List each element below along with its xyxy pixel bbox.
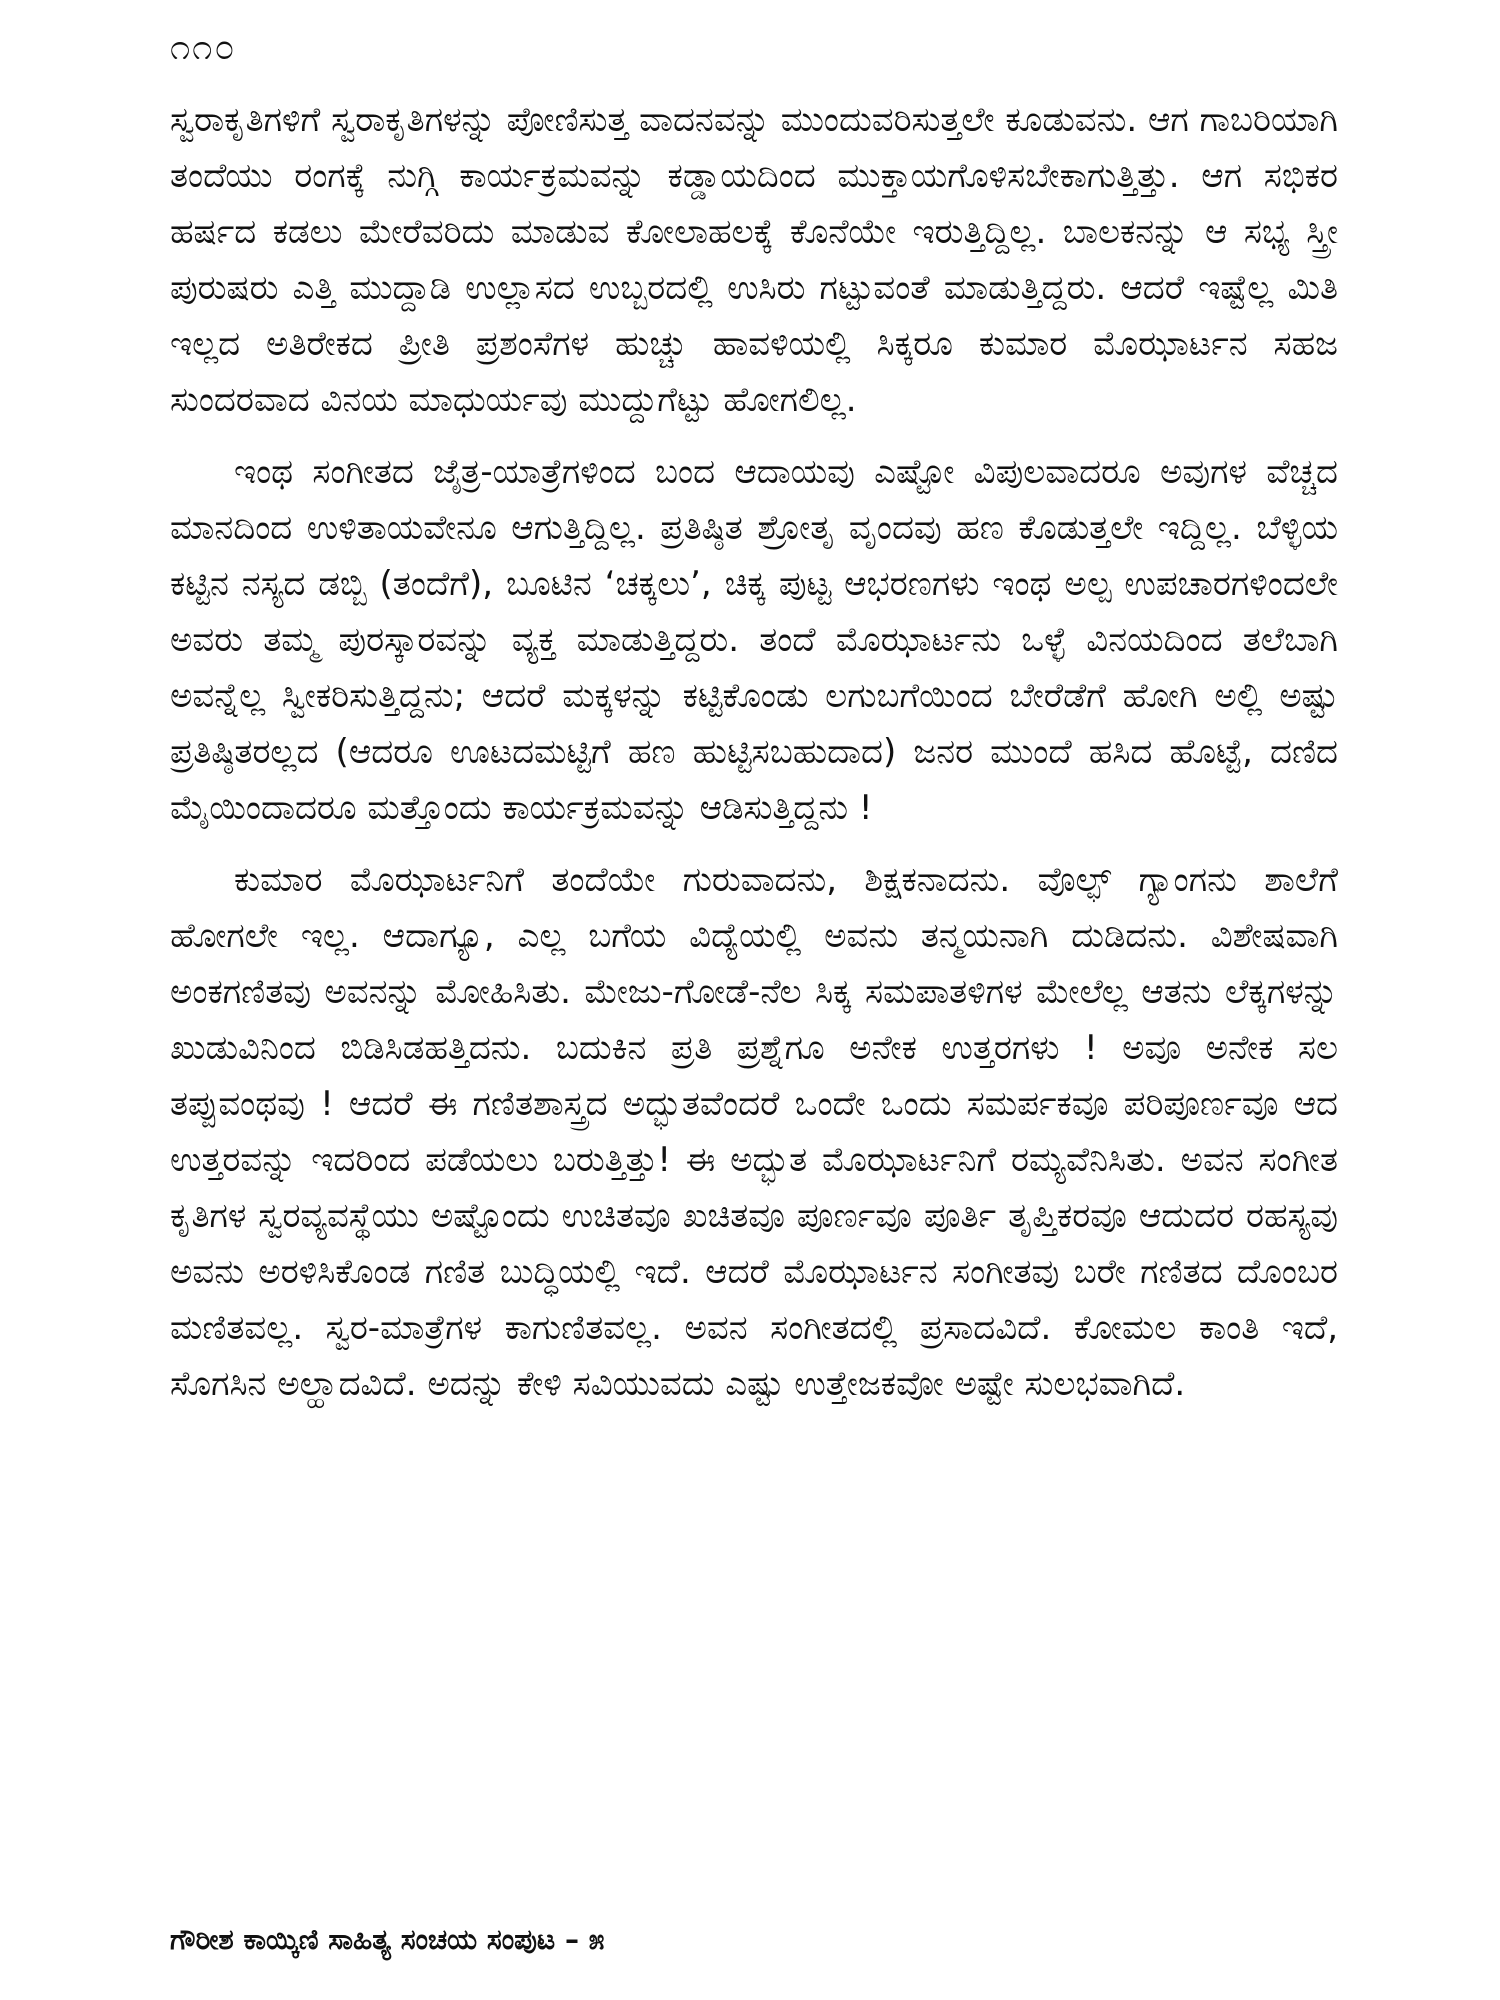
paragraph-2: ಇಂಥ ಸಂಗೀತದ ಜೈತ್ರ-ಯಾತ್ರೆಗಳಿಂದ ಬಂದ ಆದಾಯವು ಎಷ್ಟೋ ವಿಪುಲವಾದರೂ ಅವುಗಳ ವೆಚ್ಚದ ಮಾನದಿಂದ ಉಳಿತಾಯವೇನೂ ಆಗುತ್ತಿದ್ದಿಲ್ಲ. ಪ್ರತಿಷ್ಠಿತ ಶ್ರೋತೃ ವೃಂದವು ಹಣ ಕೊಡುತ್ತಲೇ ಇದ್ದಿಲ್ಲ. ಬೆಳ್ಳಿಯ ಕಟ್ಟಿನ ನಸ್ಯದ ಡಬ್ಬಿ (ತಂದೆಗೆ), ಬೂಟಿನ ‘ಚಕ್ಕಲು’, ಚಿಕ್ಕ ಪುಟ್ಟ ಆಭರಣಗಳು ಇಂಥ ಅಲ್ಪ ಉಪಚಾರಗಳಿಂದಲೇ ಅವರು ತಮ್ಮ ಪುರಸ್ಕಾರವನ್ನು ವ್ಯಕ್ತ ಮಾಡುತ್ತಿದ್ದರು. ತಂದೆ ಮೊಝಾರ್ಟನು ಒಳ್ಳೆ ವಿನಯದಿಂದ ತಲೆಬಾಗಿ ಅವನ್ನೆಲ್ಲ ಸ್ವೀಕರಿಸುತ್ತಿದ್ದನು; ಆದರೆ ಮಕ್ಕಳನ್ನು ಕಟ್ಟಿಕೊಂಡು ಲಗುಬಗೆಯಿಂದ ಬೇರೆಡೆಗೆ ಹೋಗಿ ಅಲ್ಲಿ ಅಷ್ಟು ಪ್ರತಿಷ್ಠಿತರಲ್ಲದ (ಆದರೂ ಊಟದಮಟ್ಟಿಗೆ ಹಣ ಹುಟ್ಟಿಸಬಹುದಾದ) ಜನರ ಮುಂದೆ ಹಸಿದ ಹೊಟ್ಟೆ, ದಣಿದ ಮೈಯಿಂದಾದರೂ ಮತ್ತೊಂದು ಕಾರ್ಯಕ್ರಮವನ್ನು ಆಡಿಸುತ್ತಿದ್ದನು ! [170, 452, 1338, 828]
page-number: ೧೧೦ [170, 27, 237, 68]
body-text [170, 92, 1338, 1412]
page-footer: ಗೌರೀಶ ಕಾಯ್ಕಿಣಿ ಸಾಹಿತ್ಯ ಸಂಚಯ ಸಂಪುಟ – ೫ [170, 1923, 605, 1956]
paragraph-3: ಕುಮಾರ ಮೊಝಾರ್ಟನಿಗೆ ತಂದೆಯೇ ಗುರುವಾದನು, ಶಿಕ್ಷಕನಾದನು. ವೊಲ್ಫ್ ಗ್ಯಾಂಗನು ಶಾಲೆಗೆ ಹೋಗಲೇ ಇಲ್ಲ. ಆದಾಗ್ಯೂ, ಎಲ್ಲ ಬಗೆಯ ವಿದ್ಯೆಯಲ್ಲಿ ಅವನು ತನ್ಮಯನಾಗಿ ದುಡಿದನು. ವಿಶೇಷವಾಗಿ ಅಂಕಗಣಿತವು ಅವನನ್ನು ಮೋಹಿಸಿತು. ಮೇಜು-ಗೋಡೆ-ನೆಲ ಸಿಕ್ಕ ಸಮಪಾತಳಿಗಳ ಮೇಲೆಲ್ಲ ಆತನು ಲೆಕ್ಕಗಳನ್ನು ಖುಡುವಿನಿಂದ ಬಿಡಿಸಿಡಹತ್ತಿದನು. ಬದುಕಿನ ಪ್ರತಿ ಪ್ರಶ್ನೆಗೂ ಅನೇಕ ಉತ್ತರಗಳು ! ಅವೂ ಅನೇಕ ಸಲ ತಪ್ಪುವಂಥವು ! ಆದರೆ ಈ ಗಣಿತಶಾಸ್ತ್ರದ ಅದ್ಭುತವೆಂದರೆ ಒಂದೇ ಒಂದು ಸಮರ್ಪಕವೂ ಪರಿಪೂರ್ಣವೂ ಆದ ಉತ್ತರವನ್ನು ಇದರಿಂದ ಪಡೆಯಲು ಬರುತ್ತಿತ್ತು! ಈ ಅದ್ಭುತ ಮೊಝಾರ್ಟನಿಗೆ ರಮ್ಯವೆನಿಸಿತು. ಅವನ ಸಂಗೀತ ಕೃತಿಗಳ ಸ್ವರವ್ಯವಸ್ಥೆಯು ಅಷ್ಟೊಂದು ಉಚಿತವೂ ಖಚಿತವೂ ಪೂರ್ಣವೂ ಪೂರ್ತಿ ತೃಪ್ತಿಕರವೂ ಆದುದರ ರಹಸ್ಯವು ಅವನು ಅರಳಿಸಿಕೊಂಡ ಗಣಿತ ಬುದ್ಧಿಯಲ್ಲಿ ಇದೆ. ಆದರೆ ಮೊಝಾರ್ಟನ ಸಂಗೀತವು ಬರೇ ಗಣಿತದ ದೊಂಬರ ಮಣಿತವಲ್ಲ. ಸ್ವರ-ಮಾತ್ರೆಗಳ ಕಾಗುಣಿತವಲ್ಲ. ಅವನ ಸಂಗೀತದಲ್ಲಿ ಪ್ರಸಾದವಿದೆ. ಕೋಮಲ ಕಾಂತಿ ಇದೆ, ಸೊಗಸಿನ ಅಲ್ಹಾದವಿದೆ. ಅದನ್ನು ಕೇಳಿ ಸವಿಯುವದು ಎಷ್ಟು ಉತ್ತೇಜಕವೋ ಅಷ್ಟೇ ಸುಲಭವಾಗಿದೆ. [170, 860, 1338, 1404]
paragraph-1: ಸ್ವರಾಕೃತಿಗಳಿಗೆ ಸ್ವರಾಕೃತಿಗಳನ್ನು ಪೋಣಿಸುತ್ತ ವಾದನವನ್ನು ಮುಂದುವರಿಸುತ್ತಲೇ ಕೂಡುವನು. ಆಗ ಗಾಬರಿಯಾಗಿ ತಂದೆಯು ರಂಗಕ್ಕೆ ನುಗ್ಗಿ ಕಾರ್ಯಕ್ರಮವನ್ನು ಕಡ್ಡಾಯದಿಂದ ಮುಕ್ತಾಯಗೊಳಿಸಬೇಕಾಗುತ್ತಿತ್ತು. ಆಗ ಸಭಿಕರ ಹರ್ಷದ ಕಡಲು ಮೇರೆವರಿದು ಮಾಡುವ ಕೋಲಾಹಲಕ್ಕೆ ಕೊನೆಯೇ ಇರುತ್ತಿದ್ದಿಲ್ಲ. ಬಾಲಕನನ್ನು ಆ ಸಭ್ಯ ಸ್ತ್ರೀ ಪುರುಷರು ಎತ್ತಿ ಮುದ್ದಾಡಿ ಉಲ್ಲಾಸದ ಉಬ್ಬರದಲ್ಲಿ ಉಸಿರು ಗಟ್ಟುವಂತೆ ಮಾಡುತ್ತಿದ್ದರು. ಆದರೆ ಇಷ್ಟೆಲ್ಲ ಮಿತಿ ಇಲ್ಲದ ಅತಿರೇಕದ ಪ್ರೀತಿ ಪ್ರಶಂಸೆಗಳ ಹುಚ್ಚು ಹಾವಳಿಯಲ್ಲಿ ಸಿಕ್ಕರೂ ಕುಮಾರ ಮೊಝಾರ್ಟನ ಸಹಜ ಸುಂದರವಾದ ವಿನಯ ಮಾಧುರ್ಯವು ಮುದ್ದುಗೆಟ್ಟು ಹೋಗಲಿಲ್ಲ. [170, 100, 1338, 420]
